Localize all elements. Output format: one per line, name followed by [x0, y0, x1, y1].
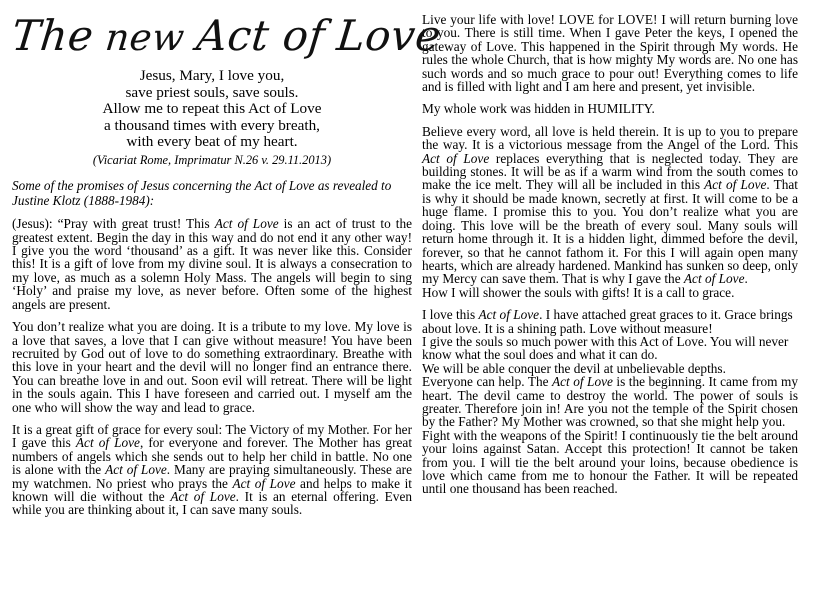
paragraph: I give the souls so much power with this Act of Love. You will never know what the soul does and what it can do. [422, 333, 789, 363]
prayer-stanza [12, 68, 412, 151]
paragraph: (Jesus): “Pray with great trust! This Act of Love is an act of trust to the greatest extent. Begin the day in this way and do not end it any other way! I give you the word ‘thousand’ as a gift. It was never like this. Consider this! It is a gift of love from my divine soul. It is always a consecration to my love, as much as a solemn Holy Mass. The angels will begin to sing ‘Holy’ and praise my love, as never before. Often some of the highest angels are present. [12, 216, 413, 312]
imprimatur-note: (Vicariat Rome, Imprimatur N.26 v. 29.11.2013) [92, 153, 332, 168]
paragraph: You don’t realize what you are doing. It is a tribute to my love. My love is a love that saves, a love that I can give without measure! You have been recruited by God out of love to do something extraordinary. Breathe with this love in your heart and the devil will no longer find an entrance there. You can breathe love in and out. Soon evil will retreat. There will be light in the souls again. This I have foreseen and carried out. I myself am the one who will show the way and lead to grace. [12, 319, 412, 415]
lead-in-note: Some of the promises of Jesus concerning the Act of Love as revealed to Justine Klotz (1888-1984): [12, 178, 392, 208]
page-title [9, 11, 444, 60]
paragraph: Everyone can help. The Act of Love is the beginning. It came from my heart. The devil came to destroy the world. The power of souls is greater. Therefore join in! Are you not the temple of the Spirit chosen by the Father? My Mother was crowned, so that she might help you. [422, 374, 798, 430]
prayer-line: Allow me to repeat this Act of Love [102, 100, 322, 118]
paragraph: It is a great gift of grace for every soul: The Victory of my Mother. For her I gave this Act of Love, for everyone and forever. The Mother has great numbers of angels which she sends out to help her child in battle. No one is alone with the Act of Love. Many are praying simultaneously. These are my watchmen. No priest who prays the Act of Love and helps to make it known will die without the Act of Love. It is an eternal offering. Even while you are thinking about it, I can save many souls. [12, 421, 413, 518]
right-column [412, 0, 836, 496]
paragraph: Fight with the weapons of the Spirit! I continuously tie the belt around your loins against Satan. Accept this protection! It cannot be taken from you. I will tie the belt around your loins, because obedience is love which came from me to honour the Father. It will be repeated until one thousand has been reached. [422, 427, 798, 497]
title-word-love: Love [334, 11, 444, 60]
paragraph: Live your life with love! LOVE for LOVE! I will return burning love to you. There is still time. When I gave Peter the keys, I opened the gateway of Love. This happened in the Spirit through My words. He rules the whole Church, that is how mighty My words are. No one has such words and so much grace to pour out! Everything comes to life and is filled with light and I am here and present, yet invisible. [422, 12, 798, 95]
prayer-line: Jesus, Mary, I love you, [139, 67, 285, 85]
paragraph: We will be able conquer the devil at unbelievable depths. [422, 360, 726, 376]
paragraph: I love this Act of Love. I have attached great graces to it. Grace brings about love. It is a shining path. Love without measure! [422, 307, 793, 336]
paragraph: Believe every word, all love is held therein. It is up to you to prepare the way. It is a victorious message from the Angel of the Lord. This Act of Love replaces everything that is neglected today. They are building stones. It will be as if a warm wind from the south comes to make the ice melt. They will all be included in this Act of Love. That is why it should be made known, secretly at first. It will come to be a huge flame. I promise this to you. You don’t realize what you are doing. This love will be the breath of every soul. Many souls will return home through it. It is a hidden light, dimmed before the devil, forever, so that he cannot fathom it. For this I will again open many hearts, which are already hardened. Mankind has sunken so deep, only my Mercy can save them. That is why I gave the Act of Love. [422, 123, 798, 287]
title-word-new: new [103, 16, 187, 59]
left-column [0, 0, 444, 518]
title-word-act-of: Act of [194, 11, 328, 60]
paragraph: How I will shower the souls with gifts! It is a call to grace. [422, 284, 735, 300]
prayer-line: with every beat of my heart. [126, 133, 298, 151]
prayer-line: save priest souls, save souls. [125, 83, 299, 101]
title-word-the: The [9, 11, 97, 60]
prayer-line: a thousand times with every breath, [104, 116, 320, 134]
paragraph: My whole work was hidden in HUMILITY. [422, 101, 655, 117]
